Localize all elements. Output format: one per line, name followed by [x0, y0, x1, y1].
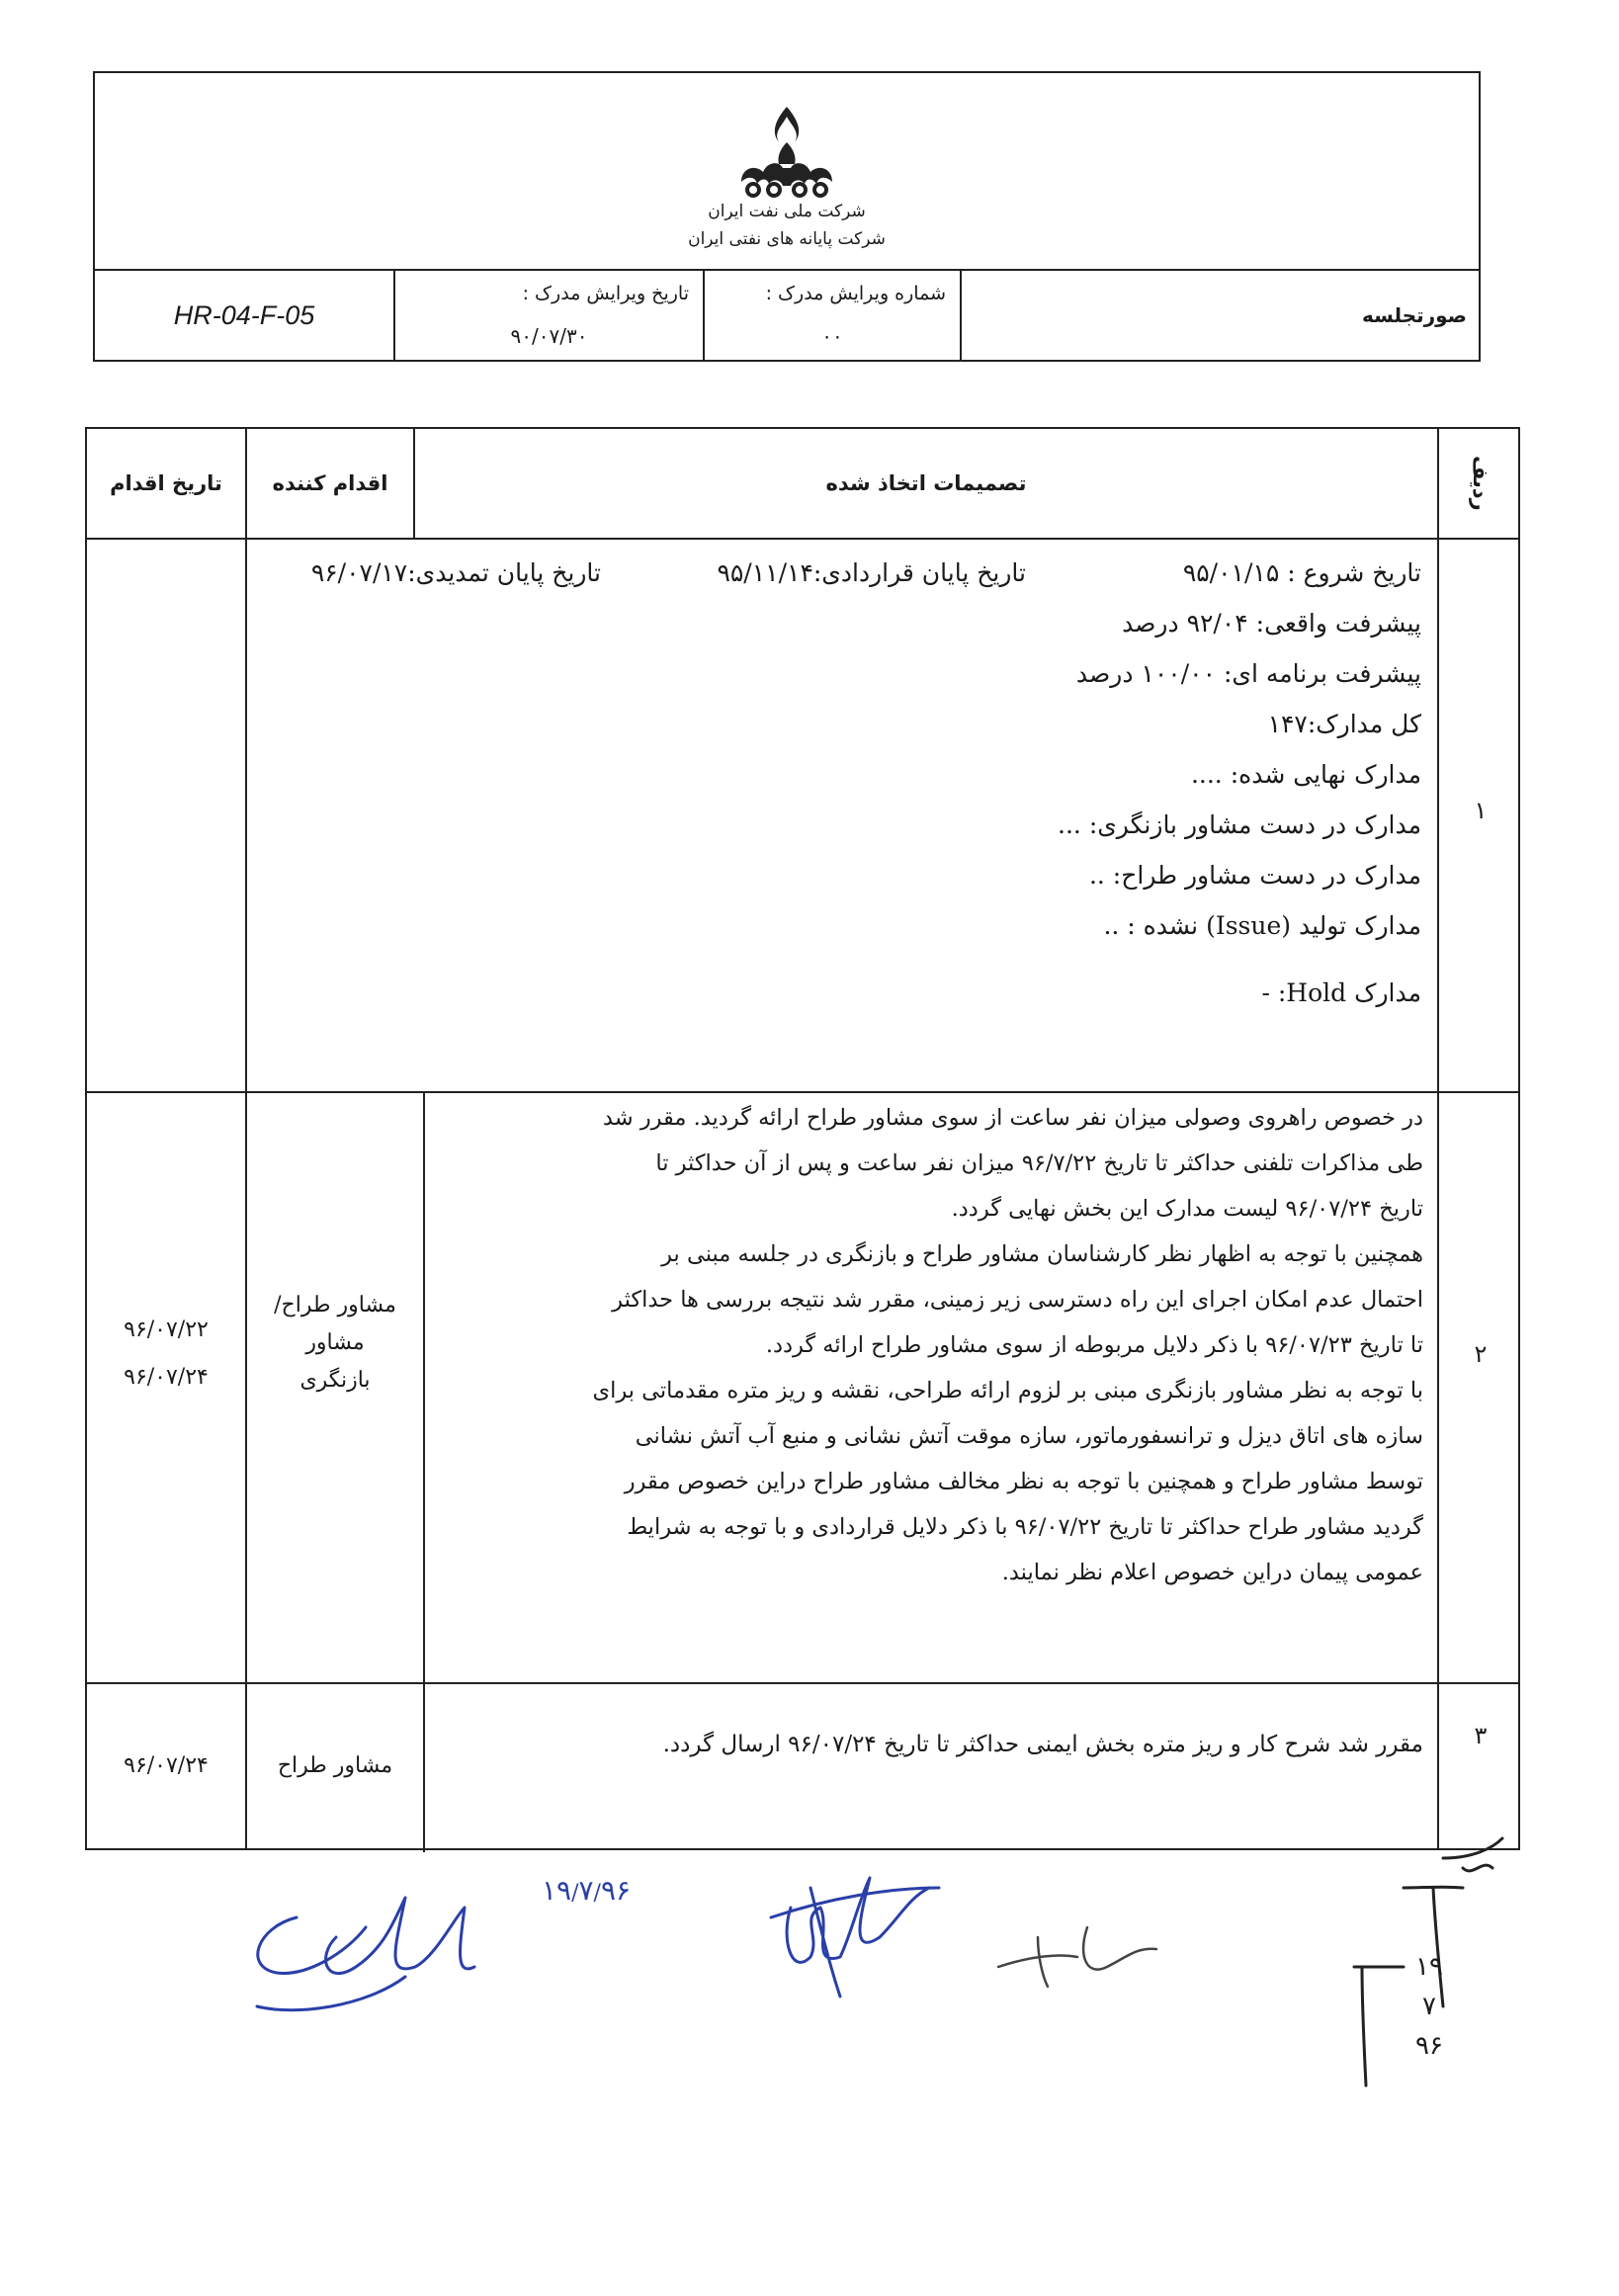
row-number: ۳: [1474, 1722, 1488, 1749]
signature-4: [1344, 1828, 1542, 2105]
text-line: طی مذاکرات تلفنی حداکثر تا تاریخ ۹۶/۷/۲۲ میزان نفر ساعت و پس از آن حداکثر تا: [655, 1150, 1423, 1176]
edit-date-value: ۹۰/۰۷/۳۰: [510, 324, 588, 348]
edit-no-label: شماره ویرایش مدرک :: [765, 283, 946, 304]
decisions-table: [85, 427, 1520, 1850]
row-3-actor: مشاور طراح: [277, 1753, 393, 1778]
col-divider: [423, 1091, 425, 1852]
text-line: تا تاریخ ۹۶/۰۷/۲۳ با ذکر دلایل مربوطه از سوی مشاور طراح ارائه گردد.: [765, 1332, 1423, 1358]
document-header: [93, 71, 1481, 362]
finalized-documents: مدارک نهایی شده: ....: [1190, 760, 1421, 789]
text-line: با توجه به نظر مشاور بازنگری مبنی بر لزوم ارائه طراحی، نقشه و ریز متره مقدماتی برای: [592, 1378, 1423, 1403]
text-line: سازه های اتاق دیزل و ترانسفورماتور، سازه موقت آتش نشانی و منبع آب آتش نشانی: [635, 1423, 1423, 1449]
sig-date-day: ۱۹: [1415, 1952, 1443, 1982]
text-line: توسط مشاور طراح و همچنین با توجه به نظر مخالف مشاور طراح دراین خصوص مقرر: [624, 1469, 1423, 1494]
row-number: ۱: [1474, 797, 1488, 824]
header-decisions: تصمیمات اتخاذ شده: [825, 471, 1027, 495]
sig-date-month: ۷: [1421, 1992, 1436, 2021]
contract-end-date: تاریخ پایان قراردادی:۹۵/۱۱/۱۴: [717, 558, 1026, 587]
not-issued-documents: مدارک تولید (Issue) نشده : ..: [1103, 911, 1421, 940]
nioc-logo: [95, 103, 1479, 212]
planned-progress: پیشرفت برنامه ای: ۱۰۰/۰۰ درصد: [1075, 659, 1421, 688]
extended-end-date: تاریخ پایان تمدیدی:۹۶/۰۷/۱۷: [310, 558, 601, 587]
row-2-content: [429, 1095, 1423, 1595]
edit-date-cell: [393, 271, 703, 360]
header-actor: اقدام کننده: [272, 471, 388, 495]
header-action-date: تاریخ اقدام: [110, 471, 222, 495]
subsidiary-name: شرکت پایانه های نفتی ایران: [688, 229, 886, 249]
signature-2: [751, 1858, 949, 2016]
actor-line: مشاور طراح/: [274, 1293, 396, 1318]
actor-line: مشاور: [305, 1330, 365, 1355]
company-name: شرکت ملی نفت ایران: [708, 202, 866, 221]
actual-progress: پیشرفت واقعی: ۹۲/۰۴ درصد: [1122, 609, 1421, 638]
header-logo-area: [95, 73, 1479, 271]
edit-no-cell: [703, 271, 960, 360]
review-consultant-documents: مدارک در دست مشاور بازنگری: ...: [1058, 810, 1421, 839]
header-row-no: ردیف: [1469, 456, 1492, 511]
signature-3: [988, 1898, 1186, 2006]
sig-date-year: ۹۶: [600, 1874, 632, 1907]
flame-logo-icon: [727, 103, 846, 202]
row-number: ۲: [1474, 1340, 1488, 1368]
doc-code: HR-04-F-05: [173, 299, 315, 330]
row-3-content: مقرر شد شرح کار و ریز متره بخش ایمنی حداکثر تا تاریخ ۹۶/۰۷/۲۴ ارسال گردد.: [662, 1732, 1423, 1757]
hold-documents: مدارک Hold: -: [1261, 978, 1421, 1007]
row-2-actor: [249, 1287, 421, 1400]
edit-no-value: ۰۰: [821, 324, 843, 348]
start-date: تاریخ شروع : ۹۵/۰۱/۱۵: [1182, 558, 1421, 587]
total-documents: کل مدارک:۱۴۷: [1267, 710, 1421, 738]
sig-date-month: ۷: [578, 1874, 594, 1907]
edit-date-label: تاریخ ویرایش مدرک :: [522, 283, 689, 304]
sig-date-day: ۱۹: [542, 1874, 572, 1907]
action-date: ۹۶/۰۷/۲۴: [124, 1365, 209, 1390]
col-divider: [1437, 429, 1439, 1848]
row-3-date: ۹۶/۰۷/۲۴: [124, 1753, 209, 1778]
signature-4-date: [1415, 1947, 1443, 2066]
action-date: ۹۶/۰۷/۲۲: [124, 1318, 209, 1342]
text-line: تاریخ ۹۶/۰۷/۲۴ لیست مدارک این بخش نهایی گردد.: [951, 1196, 1423, 1222]
doc-title: صورتجلسه: [960, 271, 1481, 360]
text-line: عمومی پیمان دراین خصوص اعلام نظر نمایند.: [1001, 1560, 1423, 1585]
row-divider: [87, 538, 1518, 540]
text-line: گردید مشاور طراح حداکثر تا تاریخ ۹۶/۰۷/۲۲ با ذکر دلایل قراردادی و با توجه به شرایط: [627, 1514, 1423, 1540]
design-consultant-documents: مدارک در دست مشاور طراح: ..: [1088, 861, 1421, 890]
text-line: احتمال عدم امکان اجرای این راه دسترسی زیر زمینی، مقرر شد نتیجه بررسی ها حداکثر: [612, 1287, 1423, 1313]
row-divider: [87, 1682, 1518, 1684]
signature-1-date: ۱۹/۷/۹۶: [542, 1874, 632, 1907]
row-1-content: [235, 548, 1421, 1081]
text-line: همچنین با توجه به اظهار نظر کارشناسان مشاور طراح و بازنگری در جلسه مبنی بر: [661, 1241, 1423, 1267]
text-line: در خصوص راهروی وصولی میزان نفر ساعت از سوی مشاور طراح ارائه گردید. مقرر شد: [602, 1105, 1423, 1131]
sig-date-year: ۹۶: [1415, 2031, 1443, 2061]
row-2-dates: [87, 1307, 245, 1402]
row-divider: [87, 1091, 1518, 1093]
actor-line: بازنگری: [299, 1368, 371, 1393]
